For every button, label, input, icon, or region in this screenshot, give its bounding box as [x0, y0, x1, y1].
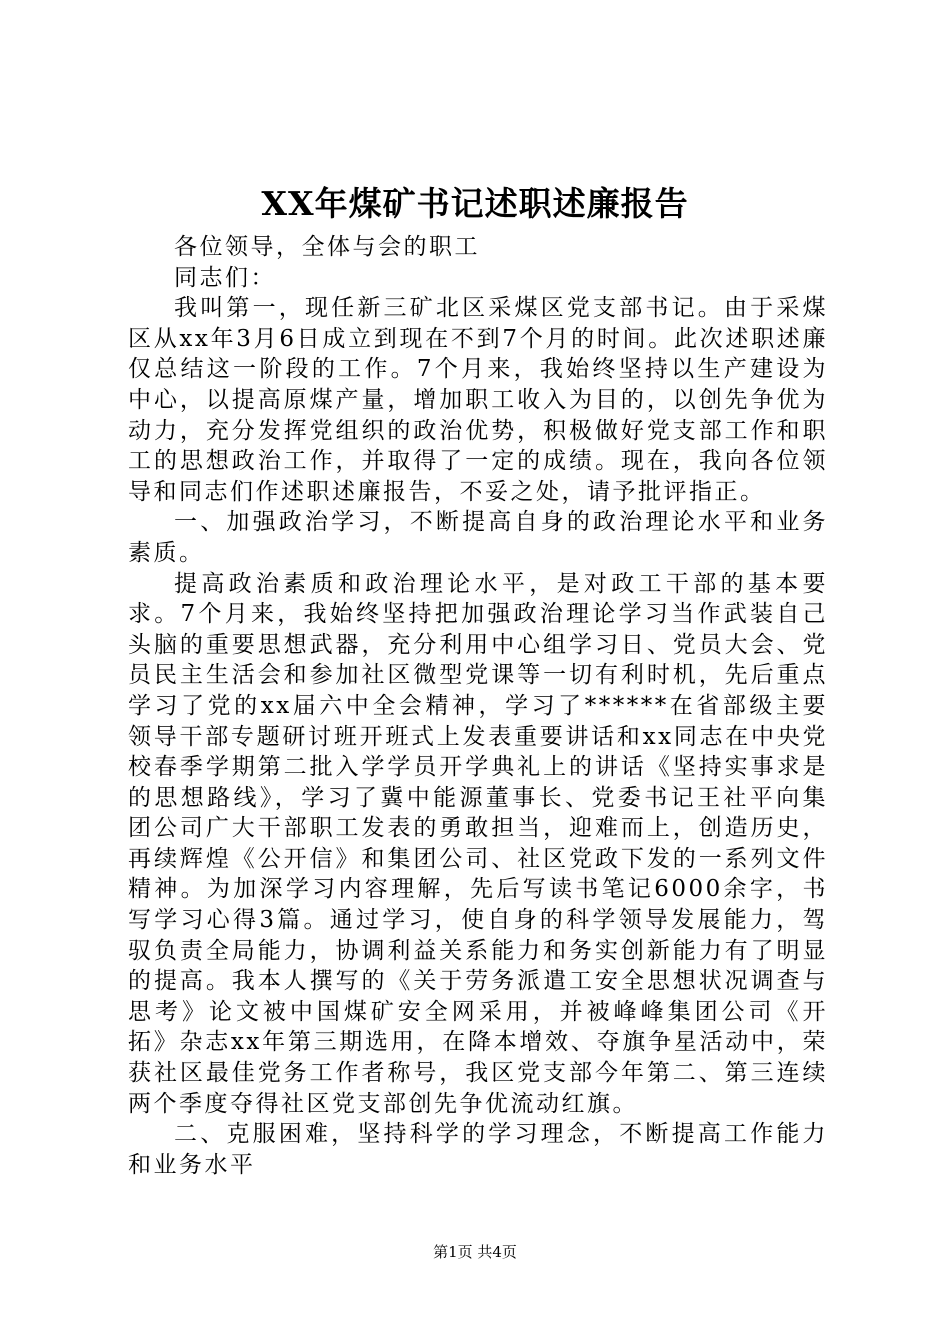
body-paragraph: 我叫第一，现任新三矿北区采煤区党支部书记。由于采煤区从xx年3月6日成立到现在不到7个月的时间。此次述职述廉仅总结这一阶段的工作。7个月来，我始终坚持以生产建设为中心，以提高原煤产量，增加职工收入为目的，以创先争优为动力，充分发挥党组织的政治优势，积极做好党支部工作和职工的思想政治工作，并取得了一定的成绩。现在，我向各位领导和同志们作述职述廉报告，不妥之处，请予批评指正。 [128, 295, 828, 505]
section-heading: 一、加强政治学习，不断提高自身的政治理论水平和业务素质。 [128, 509, 828, 566]
salutation-line: 同志们： [174, 264, 276, 291]
document-body [128, 232, 828, 1180]
page-number-footer: 第1页 共4页 [433, 1243, 517, 1261]
document-title: XX年煤矿书记述职述廉报告 [261, 184, 689, 223]
body-paragraph: 提高政治素质和政治理论水平，是对政工干部的基本要求。7个月来，我始终坚持把加强政治理论学习当作武装自己头脑的重要思想武器，充分利用中心组学习日、党员大会、党员民主生活会和参加社区微型党课等一切有利时机，先后重点学习了党的xx届六中全会精神，学习了******在省部级主要领导干部专题研讨班开班式上发表重要讲话和xx同志在中央党校春季学期第二批入学学员开学典礼上的讲话《坚持实事求是的思想路线》，学习了冀中能源董事长、党委书记王社平向集团公司广大干部职工发表的勇敢担当，迎难而上，创造历史，再续辉煌《公开信》和集团公司、社区党政下发的一系列文件精神。为加深学习内容理解，先后写读书笔记6000余字，书写学习心得3篇。通过学习，使自身的科学领导发展能力，驾驭负责全局能力，协调利益关系能力和务实创新能力有了明显的提高。我本人撰写的《关于劳务派遣工安全思想状况调查与思考》论文被中国煤矿安全网采用，并被峰峰集团公司《开拓》杂志xx年第三期选用，在降本增效、夺旗争星活动中，荣获社区最佳党务工作者称号，我区党支部今年第二、第三连续两个季度夺得社区党支部创先争优流动红旗。 [128, 570, 828, 1117]
section-heading: 二、克服困难，坚持科学的学习理念，不断提高工作能力和业务水平 [128, 1121, 828, 1178]
salutation-line: 各位领导，全体与会的职工 [174, 234, 480, 260]
